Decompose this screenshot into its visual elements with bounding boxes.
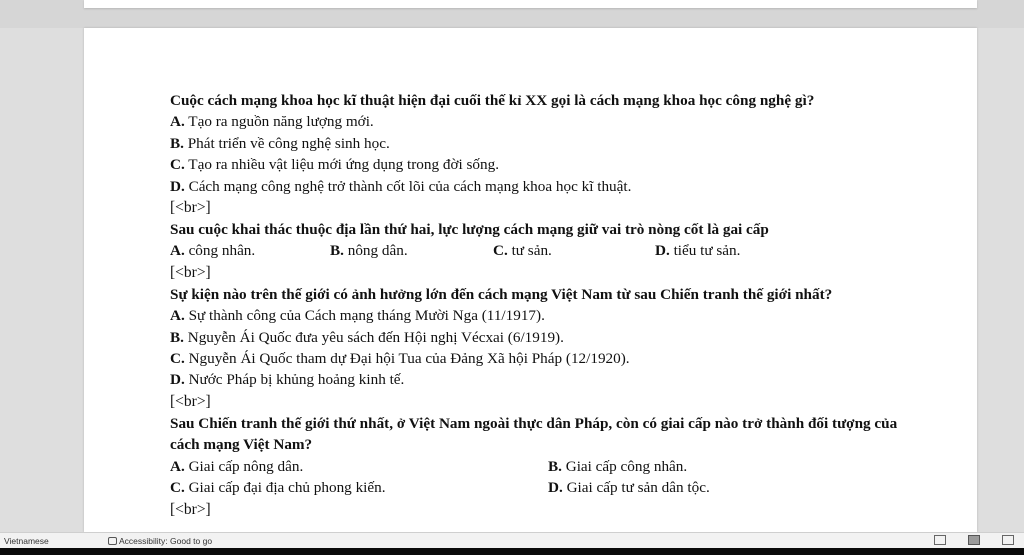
question-4: Sau Chiến tranh thế giới thứ nhất, ở Việt Nam ngoài thực dân Pháp, còn có giai cấp nào trở thành đối tượng của cách mạng Việt Nam? [170,414,898,454]
q3-option-a: A. Sự thành công của Cách mạng tháng Mười Nga (11/1917). [170,307,545,325]
separator-1: [<br>] [170,199,211,217]
q1-option-a: A. Tạo ra nguồn năng lượng mới. [170,113,374,131]
q4-option-c: C. Giai cấp đại địa chủ phong kiến. [170,479,386,497]
question-1: Cuộc cách mạng khoa học kĩ thuật hiện đại cuối thế kỉ XX gọi là cách mạng khoa học công nghệ gì? [170,92,815,109]
q1-option-d: D. Cách mạng công nghệ trở thành cốt lõi của cách mạng khoa học kĩ thuật. [170,177,632,195]
q1-option-b: B. Phát triển về công nghệ sinh học. [170,134,390,152]
q2-option-d: D. tiểu tư sản. [655,242,741,260]
q4-options-row-1 [170,456,930,477]
document-content [170,90,930,521]
separator-2: [<br>] [170,263,211,281]
question-3: Sự kiện nào trên thế giới có ảnh hưởng lớn đến cách mạng Việt Nam từ sau Chiến tranh thế giới nhất? [170,285,833,303]
status-bar [0,532,1024,549]
accessibility-status[interactable]: Accessibility: Good to go [108,536,212,546]
taskbar-edge [0,548,1024,555]
read-mode-icon[interactable] [934,535,946,545]
q4-option-a: A. Giai cấp nông dân. [170,457,304,475]
q3-option-c: C. Nguyễn Ái Quốc tham dự Đại hội Tua của Đảng Xã hội Pháp (12/1920). [170,350,630,368]
q3-option-b: B. Nguyễn Ái Quốc đưa yêu sách đến Hội nghị Vécxai (6/1919). [170,328,564,346]
previous-page-edge [84,0,977,8]
question-2: Sau cuộc khai thác thuộc địa lần thứ hai, lực lượng cách mạng giữ vai trò nòng cốt là gai cấp [170,221,769,239]
separator-3: [<br>] [170,392,211,410]
q4-options-row-2 [170,477,930,498]
view-mode-buttons [934,535,1014,545]
web-layout-icon[interactable] [1002,535,1014,545]
language-indicator[interactable]: Vietnamese [4,536,49,546]
q2-option-a: A. công nhân. [170,242,256,260]
accessibility-icon [108,537,117,545]
q2-option-c: C. tư sản. [493,242,552,260]
q4-option-b: B. Giai cấp công nhân. [548,457,688,475]
q4-option-d: D. Giai cấp tư sản dân tộc. [548,479,710,497]
print-layout-icon[interactable] [968,535,980,545]
q1-option-c: C. Tạo ra nhiều vật liệu mới ứng dụng trong đời sống. [170,156,499,174]
document-page[interactable] [84,28,977,532]
q3-option-d: D. Nước Pháp bị khủng hoảng kinh tế. [170,371,405,389]
q2-options-row [170,240,930,261]
separator-4: [<br>] [170,500,211,518]
q2-option-b: B. nông dân. [330,242,408,260]
